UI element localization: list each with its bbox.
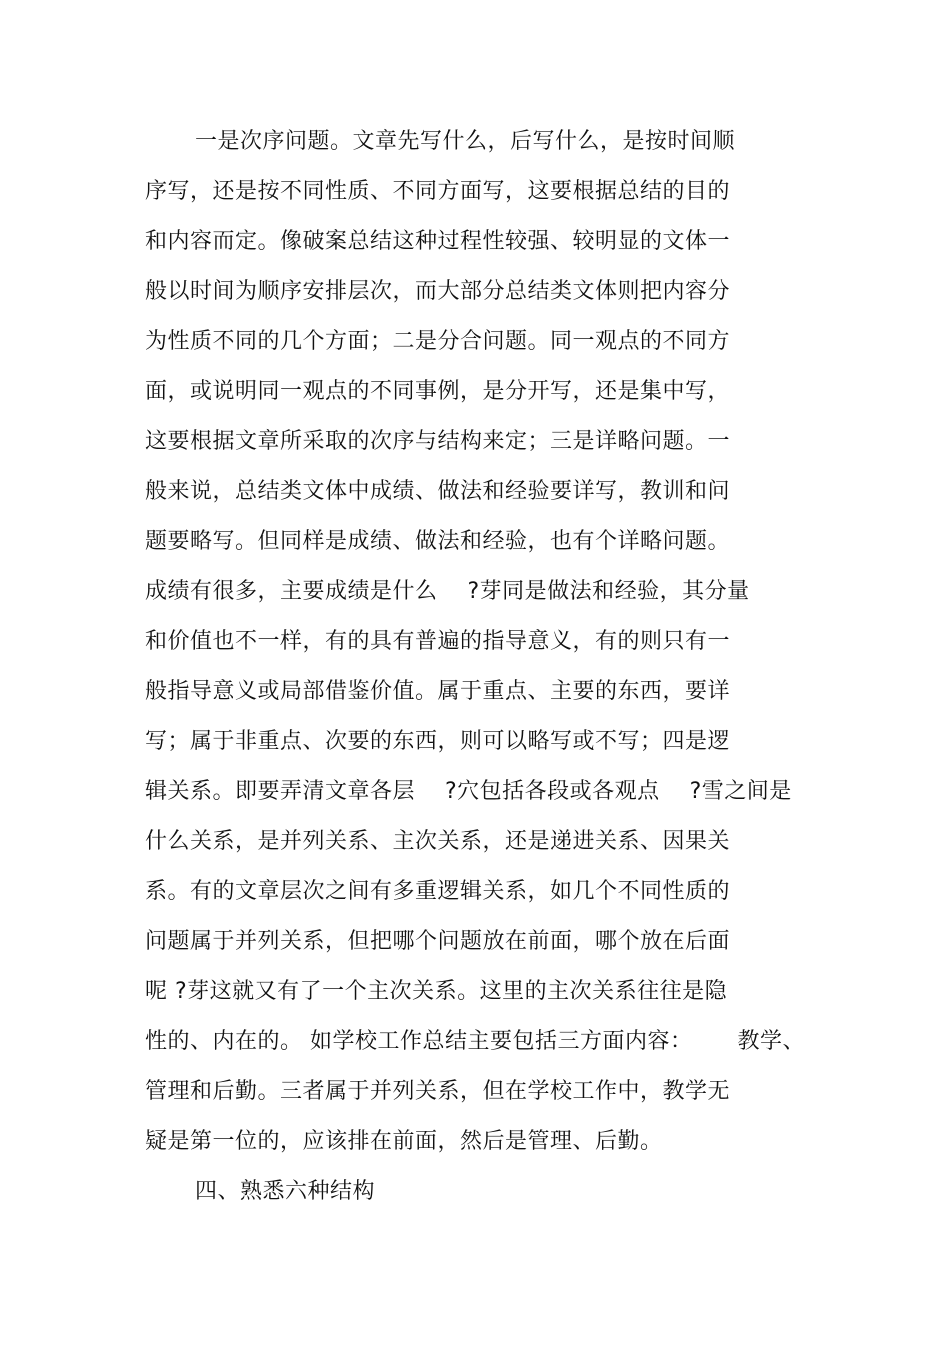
paragraph-line: 般以时间为顺序安排层次，而大部分总结类文体则把内容分 [145,279,731,304]
paragraph-line: 般来说，总结类文体中成绩、做法和经验要详写，教训和问 [145,479,731,504]
paragraph-line: 这要根据文章所采取的次序与结构来定；三是详略问题。一 [145,429,731,454]
paragraph-line: 疑是第一位的，应该排在前面，然后是管理、后勤。 [145,1129,663,1154]
paragraph-line: 成绩有很多，主要成绩是什么 ?芽同是做法和经验，其分量 [145,579,750,604]
paragraph-line: 性的、内在的。 如学校工作总结主要包括三方面内容： 教学、 [145,1029,805,1054]
paragraph-line: 般指导意义或局部借鉴价值。属于重点、主要的东西，要详 [145,679,731,704]
section-heading: 四、熟悉六种结构 [195,1179,376,1204]
paragraph-line: 和价值也不一样，有的具有普遍的指导意义，有的则只有一 [145,629,731,654]
paragraph-line: 一是次序问题。文章先写什么，后写什么，是按时间顺 [195,129,736,154]
paragraph-line: 呢 ?芽这就又有了一个主次关系。这里的主次关系往往是隐 [145,979,728,1004]
paragraph-line: 面，或说明同一观点的不同事例，是分开写，还是集中写， [145,379,731,404]
paragraph-line: 系。有的文章层次之间有多重逻辑关系，如几个不同性质的 [145,879,731,904]
paragraph-line: 和内容而定。像破案总结这种过程性较强、较明显的文体一 [145,229,731,254]
paragraph-line: 辑关系。即要弄清文章各层 ?穴包括各段或各观点 ?雪之间是 [145,779,792,804]
paragraph-line: 什么关系，是并列关系、主次关系，还是递进关系、因果关 [145,829,731,854]
paragraph-line: 序写，还是按不同性质、不同方面写，这要根据总结的目的 [145,179,731,204]
paragraph-line: 为性质不同的几个方面；二是分合问题。同一观点的不同方 [145,329,731,354]
paragraph-line: 管理和后勤。三者属于并列关系，但在学校工作中，教学无 [145,1079,731,1104]
paragraph-line: 题要略写。但同样是成绩、做法和经验，也有个详略问题。 [145,529,731,554]
paragraph-line: 问题属于并列关系，但把哪个问题放在前面，哪个放在后面 [145,929,731,954]
paragraph-line: 写；属于非重点、次要的东西，则可以略写或不写；四是逻 [145,729,731,754]
